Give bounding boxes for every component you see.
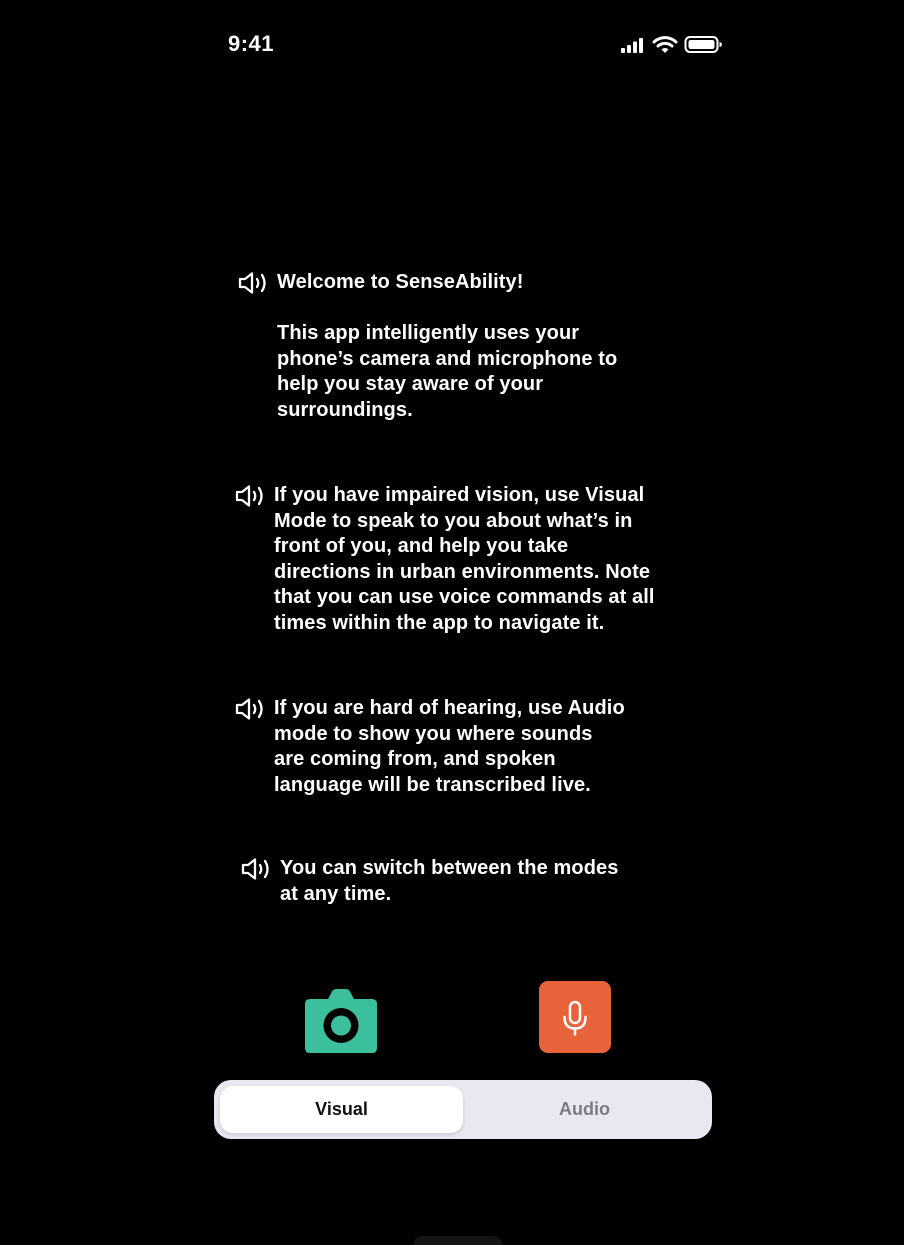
message-audio-mode <box>235 696 655 806</box>
camera-icon[interactable] <box>304 987 378 1055</box>
status-icons <box>620 34 724 56</box>
microphone-icon[interactable] <box>539 981 611 1053</box>
message-text: If you have impaired vision, use Visual Mode to speak to you about what’s in front of you, and help you take directions in urban environments. Note that you can use voice commands at all times within the app to navigate it. <box>274 484 655 634</box>
speaker-icon[interactable] <box>238 270 270 296</box>
message-visual-mode <box>235 483 680 643</box>
tab-visual[interactable]: Visual <box>220 1086 463 1133</box>
wifi-icon <box>652 34 678 56</box>
status-time: 9:41 <box>228 31 275 56</box>
message-welcome <box>238 270 658 430</box>
message-text: You can switch between the modes at any time. <box>280 857 619 905</box>
tab-audio[interactable]: Audio <box>559 1099 610 1119</box>
message-text: If you are hard of hearing, use Audio mode to show you where sounds are coming from, and spoken language will be transcribed live. <box>274 697 625 796</box>
home-indicator <box>413 1236 503 1245</box>
speaker-icon[interactable] <box>235 483 267 509</box>
mode-segmented-control <box>214 1080 712 1139</box>
message-text: Welcome to SenseAbility! This app intelligently uses your phone’s camera and microphone to help you stay aware of your surroundings. <box>277 271 618 421</box>
battery-icon <box>684 34 724 56</box>
message-switch-modes <box>241 856 661 916</box>
speaker-icon[interactable] <box>241 856 273 882</box>
speaker-icon[interactable] <box>235 696 267 722</box>
signal-icon <box>620 34 646 56</box>
